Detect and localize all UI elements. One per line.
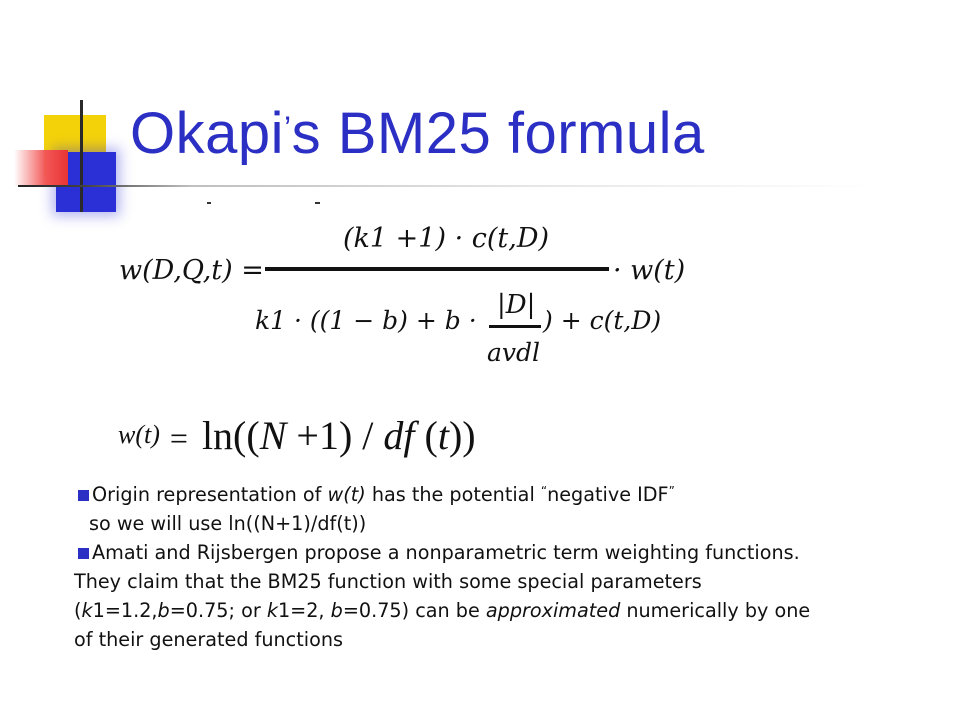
slide-title: Okapi’s BM25 formula: [130, 101, 705, 166]
bm25-formula: [115, 195, 686, 385]
idf-lhs: w(t): [118, 420, 160, 449]
formula-denominator-right: ) + c(t,D): [543, 306, 662, 335]
formula-times-w: · w(t): [613, 255, 686, 286]
bullet-item-2-line-4: of their generated functions: [74, 628, 343, 651]
fraction-bar: [265, 267, 609, 271]
formula-numerator: (k1 +1) · c(t,D): [343, 223, 550, 254]
idf-formula: [118, 412, 476, 459]
idf-equals: =: [169, 420, 188, 456]
formula-lhs: w(D,Q,t) =: [119, 255, 264, 286]
bullet-square-icon: [78, 490, 89, 501]
formula-avdl: avdl: [487, 338, 541, 367]
idf-rhs: ln((N +1) / df (t)): [201, 413, 476, 458]
decorative-vertical-line: [80, 100, 83, 212]
bullet-item-2: Amati and Rijsbergen propose a nonparametric term weighting functions.: [74, 538, 934, 567]
title-underline: [18, 185, 878, 187]
inner-fraction-bar: [489, 325, 541, 328]
bullet-item-2-line-2: They claim that the BM25 function with some special parameters: [74, 570, 702, 593]
bullet-item-1: Origin representation of w(t) has the potential “negative IDF”: [74, 477, 934, 509]
bullet-item-2-line-3: (k1=1.2,b=0.75; or k1=2, b=0.75) can be approximated numerically by one: [74, 599, 811, 622]
bullet-item-1-line-2: so we will use ln((N+1)/df(t)): [89, 512, 367, 535]
formula-denominator-left: k1 · ((1 − b) + b ·: [255, 306, 477, 335]
bullet-square-icon: [78, 548, 89, 559]
decorative-red-gradient: [14, 150, 68, 186]
bullet-list: [74, 477, 934, 654]
formula-abs-d: |D|: [497, 290, 536, 320]
